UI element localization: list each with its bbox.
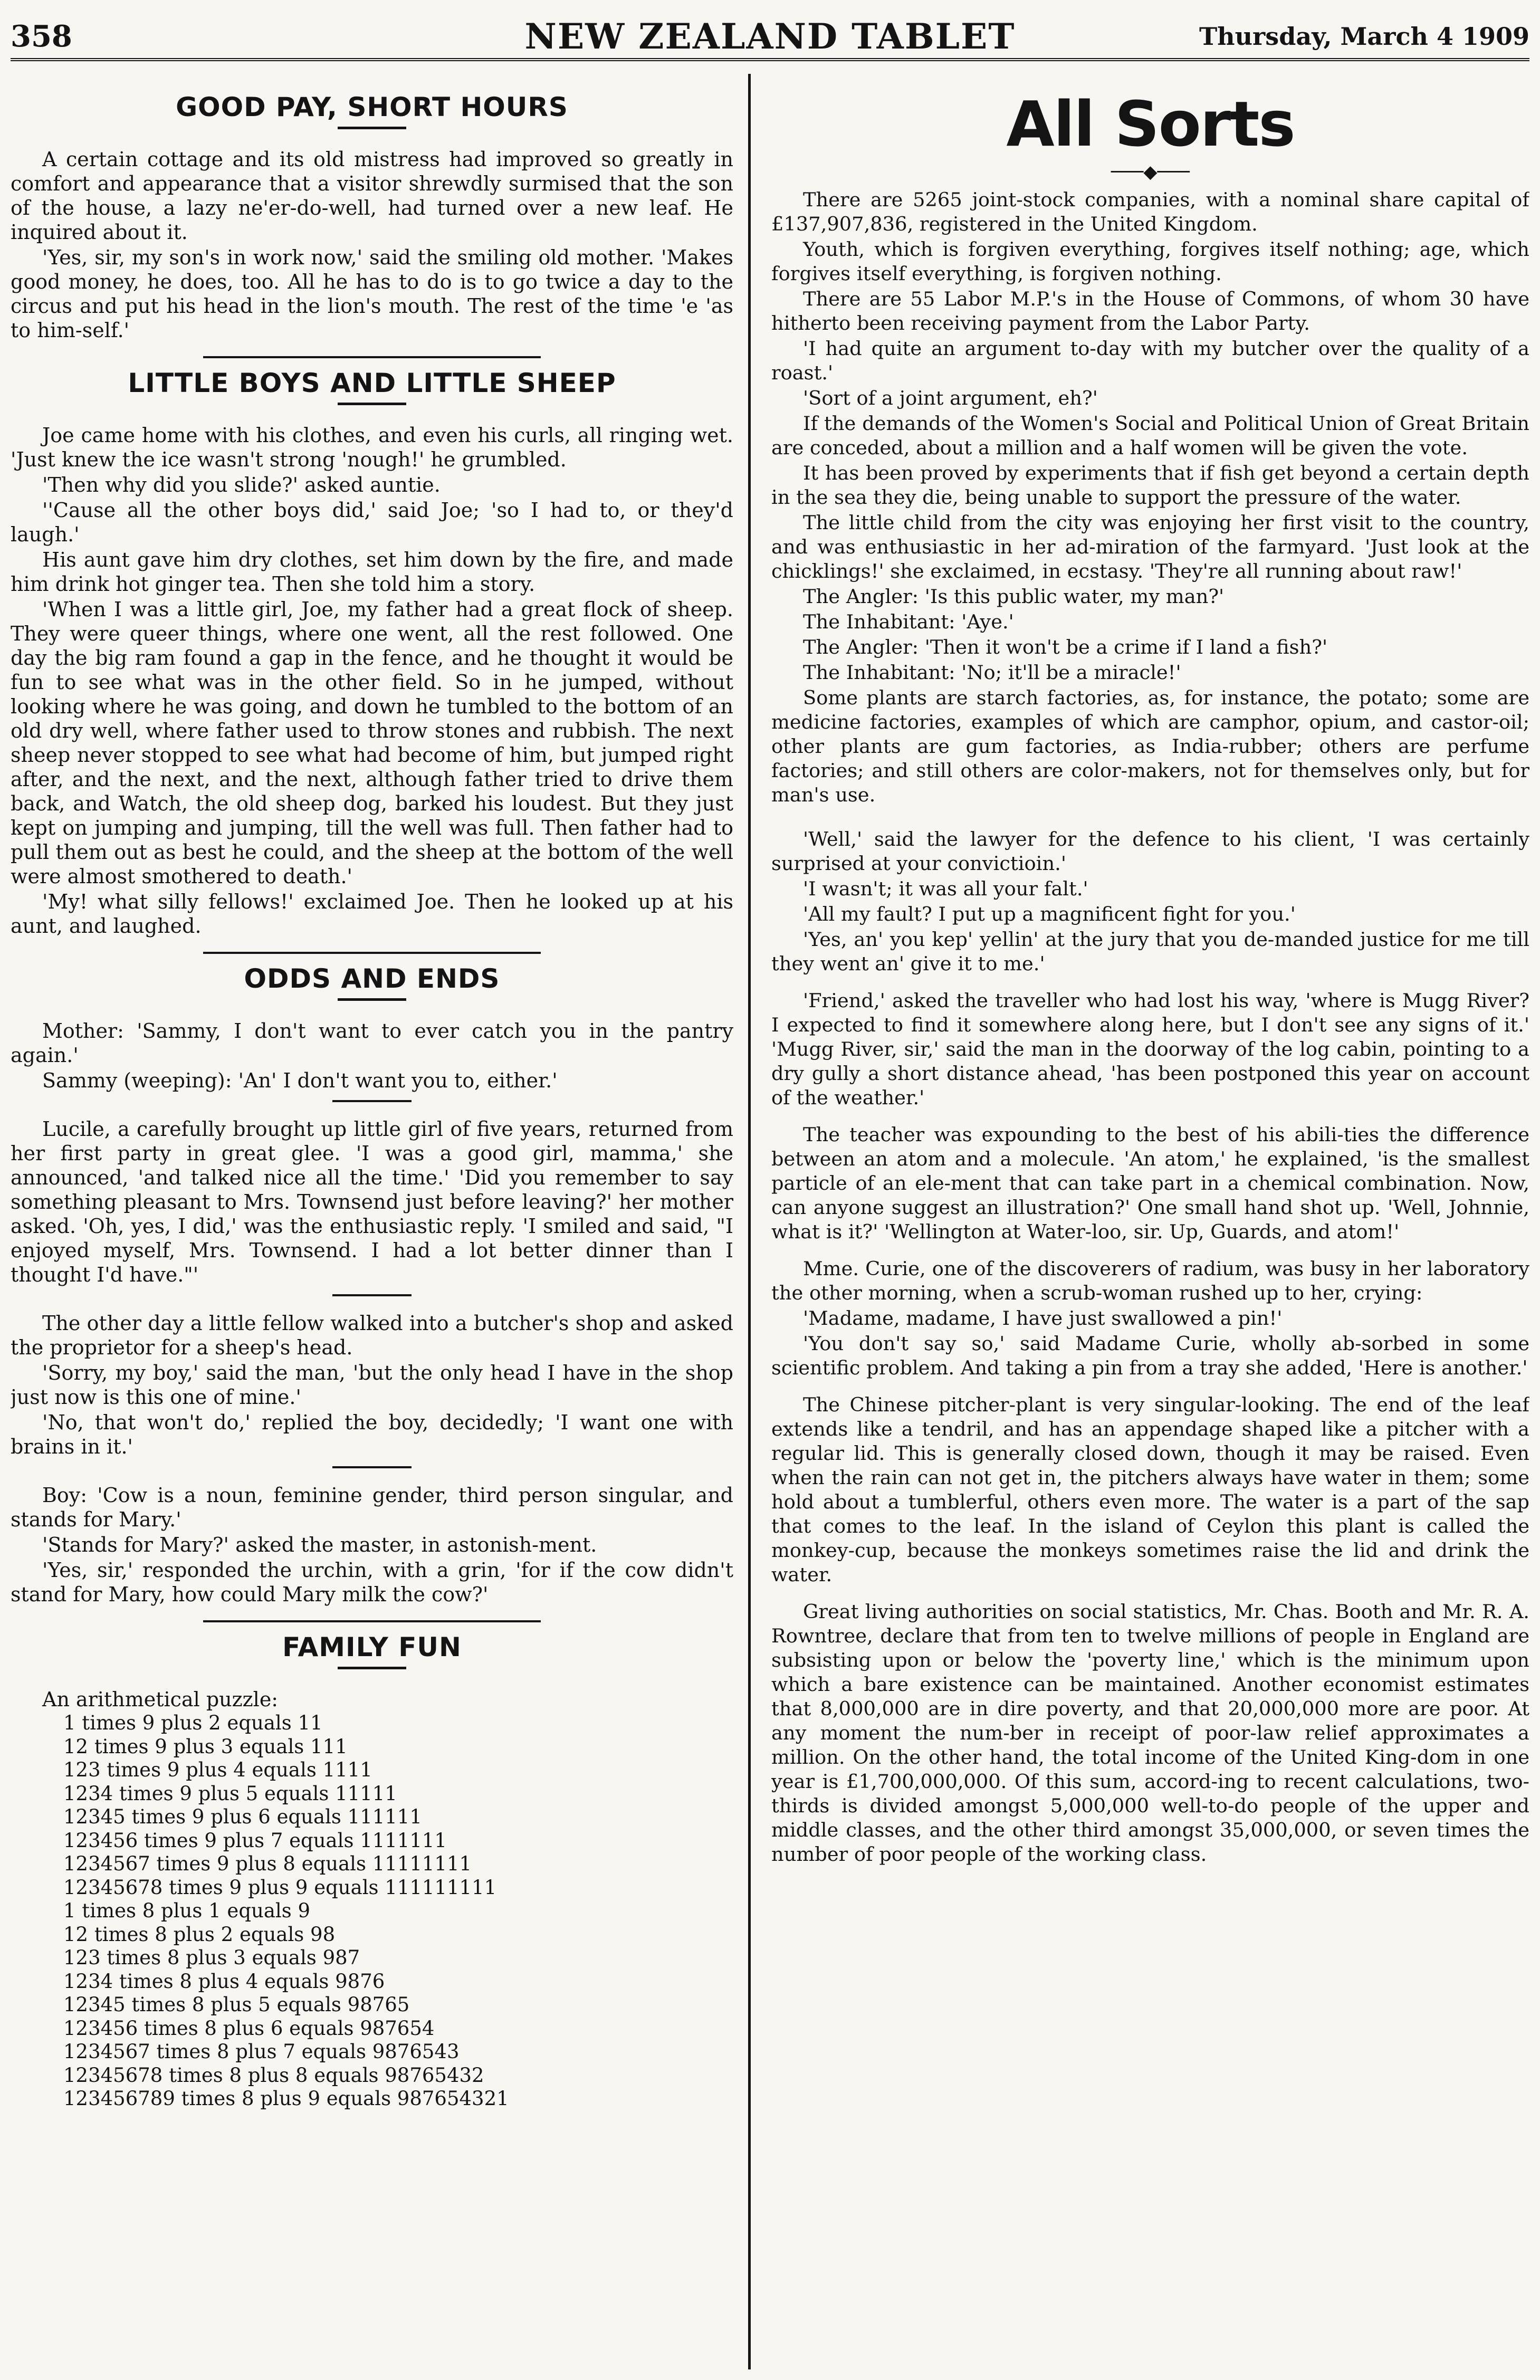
puzzle-line: 1234567 times 8 plus 7 equals 9876543 [63,2040,460,2063]
puzzle-line: 12345 times 8 plus 5 equals 98765 [63,1993,410,2016]
puzzle-intro: An arithmetical puzzle: [42,1688,279,1711]
article-little-boys [11,423,733,938]
section-divider [203,952,541,954]
item-separator [332,1100,412,1102]
masthead [11,16,1529,61]
publication-title: NEW ZEALAND TABLET [524,16,1016,57]
puzzle-line: 1 times 9 plus 2 equals 11 [63,1712,323,1734]
paragraph: Mother: 'Sammy, I don't want to ever catch you in the pantry again.' [11,1019,733,1067]
puzzle-line: 123 times 9 plus 4 equals 1111 [63,1758,372,1781]
paragraph: 'I had quite an argument to-day with my butcher over the quality of a roast.' [771,337,1529,384]
puzzle-line: 1234 times 9 plus 5 equals 11111 [63,1782,397,1805]
article-odds-and-ends [11,1019,733,1607]
puzzle-line: 1234567 times 9 plus 8 equals 11111111 [63,1852,472,1875]
all-sorts-title: All Sorts [1006,88,1295,160]
paragraph: Great living authorities on social statistics, Mr. Chas. Booth and Mr. R. A. Rowntree, declare that from ten to twelve millions of people in England are subsisting upon or below the 'poverty line,' which is the minimum upon which a bare existence can be maintained. Another economist estimates that 8,000,000 are in dire poverty, and that 20,000,000 more are poor. At any moment the num-ber in receipt of poor-law relief approximates a million. On the other hand, the total income of the United King-dom in one year is £1,700,000,000. Of this sum, accord-ing to recent calculations, two-thirds is divided amongst 5,000,000 well-to-do people of the upper and middle classes, and the other third amongst 35,000,000, or seven times the number of poor people of the working class. [771,1600,1529,1866]
paragraph: His aunt gave him dry clothes, set him down by the fire, and made him drink hot ginger tea. Then she told him a story. [11,548,733,596]
paragraph: 'Stands for Mary?' asked the master, in astonish-ment. [42,1533,597,1556]
puzzle-line: 123 times 8 plus 3 equals 987 [63,1946,360,1969]
heading-rule [338,403,406,405]
paragraph: There are 55 Labor M.P.'s in the House of Commons, of whom 30 have hitherto been receiving payment from the Labor Party. [771,288,1529,334]
puzzle-line: 12345678 times 8 plus 8 equals 98765432 [63,2063,484,2087]
section-divider [203,356,541,358]
paragraph: 'Friend,' asked the traveller who had lost his way, 'where is Mugg River? I expected to find it somewhere along here, but I don't see any signs of it.' 'Mugg River, sir,' said the man in the doorway of the log cabin, pointing to a dry gully a short distance ahead, 'has been postponed this year on account of the weather.' [771,989,1529,1109]
heading-good-pay: GOOD PAY, SHORT HOURS [176,92,568,122]
paragraph: ''Cause all the other boys did,' said Joe; 'so I had to, or they'd laugh.' [11,499,733,546]
column-divider [748,74,751,2369]
paragraph: The Inhabitant: 'No; it'll be a miracle!' [803,661,1181,684]
paragraph: 'My! what silly fellows!' exclaimed Joe. Then he looked up at his aunt, and laughed. [11,890,733,938]
paragraph: 'Sort of a joint argument, eh?' [803,387,1098,409]
heading-family-fun: FAMILY FUN [282,1632,462,1662]
puzzle-line: 1 times 8 plus 1 equals 9 [63,1899,311,1922]
paragraph: 'No, that won't do,' replied the boy, decidedly; 'I want one with brains in it.' [11,1411,733,1458]
heading-little-boys: LITTLE BOYS AND LITTLE SHEEP [128,368,616,398]
right-column [771,84,1529,2369]
puzzle-line: 1234 times 8 plus 4 equals 9876 [63,1970,385,1993]
paragraph: If the demands of the Women's Social and Political Union of Great Britain are conceded, about a million and a half women will be given the vote. [771,412,1529,459]
puzzle-line: 12345 times 9 plus 6 equals 111111 [63,1805,422,1828]
puzzle-line: 12 times 8 plus 2 equals 98 [63,1923,336,1946]
article-good-pay [11,147,733,342]
section-divider [203,1620,541,1622]
paragraph: Boy: 'Cow is a noun, feminine gender, third person singular, and stands for Mary.' [11,1484,733,1531]
puzzle-line: 12345678 times 9 plus 9 equals 111111111 [63,1876,497,1899]
paragraph: 'You don't say so,' said Madame Curie, wholly ab-sorbed in some scientific problem. And taking a pin from a tray she added, 'Here is another.' [771,1332,1529,1379]
left-column [11,84,733,2369]
paragraph: The Inhabitant: 'Aye.' [803,610,1014,633]
puzzle-line: 123456 times 8 plus 6 equals 987654 [63,2016,435,2040]
paragraph: 'Yes, an' you kep' yellin' at the jury that you de-manded justice for me till they went an' give it to me.' [771,928,1529,975]
paragraph: It has been proved by experiments that if fish get beyond a certain depth in the sea they die, being unable to support the pressure of the water. [771,462,1529,509]
paragraph: 'I wasn't; it was all your falt.' [803,877,1088,900]
paragraph: Mme. Curie, one of the discoverers of radium, was busy in her laboratory the other morning, when a scrub-woman rushed up to her, crying: [771,1257,1529,1304]
arithmetic-puzzle [42,1687,733,2111]
paragraph: A certain cottage and its old mistress had improved so greatly in comfort and appearance that a visitor shrewdly surmised that the son of the house, a lazy ne'er-do-well, had turned over a new leaf. He inquired about it. [11,148,733,244]
puzzle-line: 123456 times 9 plus 7 equals 1111111 [63,1829,447,1852]
heading-rule [338,998,406,1001]
paragraph: Sammy (weeping): 'An' I don't want you to, either.' [42,1069,558,1092]
item-separator [332,1466,412,1468]
paragraph: The Angler: 'Is this public water, my man?' [803,585,1225,608]
paragraph: Youth, which is forgiven everything, forgives itself nothing; age, which forgives itself everything, is forgiven nothing. [771,238,1529,285]
paragraph: The Angler: 'Then it won't be a crime if I land a fish?' [803,636,1328,658]
paragraph: 'Well,' said the lawyer for the defence to his client, 'I was certainly surprised at your convictioin.' [771,828,1529,875]
paragraph: 'Sorry, my boy,' said the man, 'but the only head I have in the shop just now is this one of mine.' [11,1361,733,1409]
puzzle-line: 123456789 times 8 plus 9 equals 987654321 [63,2087,509,2110]
heading-rule [338,127,406,129]
paragraph: Some plants are starch factories, as, for instance, the potato; some are medicine factories, examples of which are camphor, opium, and castor-oil; other plants are gum factories, as India-rubber; others are perfume factories; and still others are color-makers, not for themselves only, but for man's use. [771,686,1529,806]
item-separator [332,1294,412,1296]
puzzle-line: 12 times 9 plus 3 equals 111 [63,1735,348,1758]
paragraph: 'Yes, sir, my son's in work now,' said the smiling old mother. 'Makes good money, he does, too. All he has to do is to go twice a day to the circus and put his head in the lion's mouth. The rest of the time 'e 'as to him-self.' [11,246,733,342]
paragraph: Joe came home with his clothes, and even his curls, all ringing wet. 'Just knew the ice wasn't strong 'nough!' he grumbled. [11,424,733,471]
ornament-diamond-icon: ───◆─── [1111,161,1190,183]
paragraph: The Chinese pitcher-plant is very singular-looking. The end of the leaf extends like a tendril, and has an appendage shaped like a pitcher with a regular lid. This is generally closed down, though it may be raised. Even when the rain can not get in, the pitchers always have water in them; some hold about a tumblerful, others even more. The water is a part of the sap that comes to the leaf. In the island of Ceylon this plant is called the monkey-cup, because the monkeys sometimes raise the lid and drink the water. [771,1393,1529,1586]
page-number: 358 [11,19,72,54]
paragraph: The teacher was expounding to the best of his abili-ties the difference between an atom and a molecule. 'An atom,' he explained, 'is the smallest particle of an ele-ment that can take part in a chemical combination. Now, can anyone suggest an illustration?' One small hand shot up. 'Well, Johnnie, what is it?' 'Wellington at Water-loo, sir. Up, Guards, and atom!' [771,1123,1529,1243]
paragraph: 'All my fault? I put up a magnificent fight for you.' [803,903,1296,925]
paragraph: 'Yes, sir,' responded the urchin, with a grin, 'for if the cow didn't stand for Mary, how could Mary milk the cow?' [11,1559,733,1606]
paragraph: 'When I was a little girl, Joe, my father had a great flock of sheep. They were queer things, where one went, all the rest followed. One day the big ram found a gap in the fence, and he thought it would be fun to see what was in the other field. So in he jumped, without looking where he was going, and down he tumbled to the bottom of an old dry well, where father used to throw stones and rubbish. The next sheep never stopped to see what had become of him, but jumped right after, and the next, and the next, although father tried to drive them back, and Watch, the old sheep dog, barked his loudest. But they just kept on jumping and jumping, till the well was full. Then father had to pull them out as best he could, and the sheep at the bottom of the well were almost smothered to death.' [11,598,733,888]
heading-odds-and-ends: ODDS AND ENDS [244,963,500,994]
heading-rule [338,1667,406,1669]
issue-date: Thursday, March 4 1909 [1199,22,1529,51]
paragraph: There are 5265 joint-stock companies, with a nominal share capital of £137,907,836, registered in the United Kingdom. [771,188,1529,235]
paragraph: 'Then why did you slide?' asked auntie. [42,473,441,496]
paragraph: Lucile, a carefully brought up little girl of five years, returned from her first party in great glee. 'I was a good girl, mamma,' she announced, 'and talked nice all the time.' 'Did you remember to say something pleasant to Mrs. Townsend just before leaving?' her mother asked. 'Oh, yes, I did,' was the enthusiastic reply. 'I smiled and said, "I enjoyed myself, Mrs. Townsend. I had a lot better dinner than I thought I'd have."' [11,1117,733,1286]
paragraph: The other day a little fellow walked into a butcher's shop and asked the proprietor for a sheep's head. [11,1312,733,1359]
paragraph: 'Madame, madame, I have just swallowed a pin!' [803,1307,1283,1330]
paragraph: The little child from the city was enjoying her first visit to the country, and was enthusiastic in her ad-miration of the farmyard. 'Just look at the chicklings!' she exclaimed, in ecstasy. 'They're all running about raw!' [771,511,1529,582]
